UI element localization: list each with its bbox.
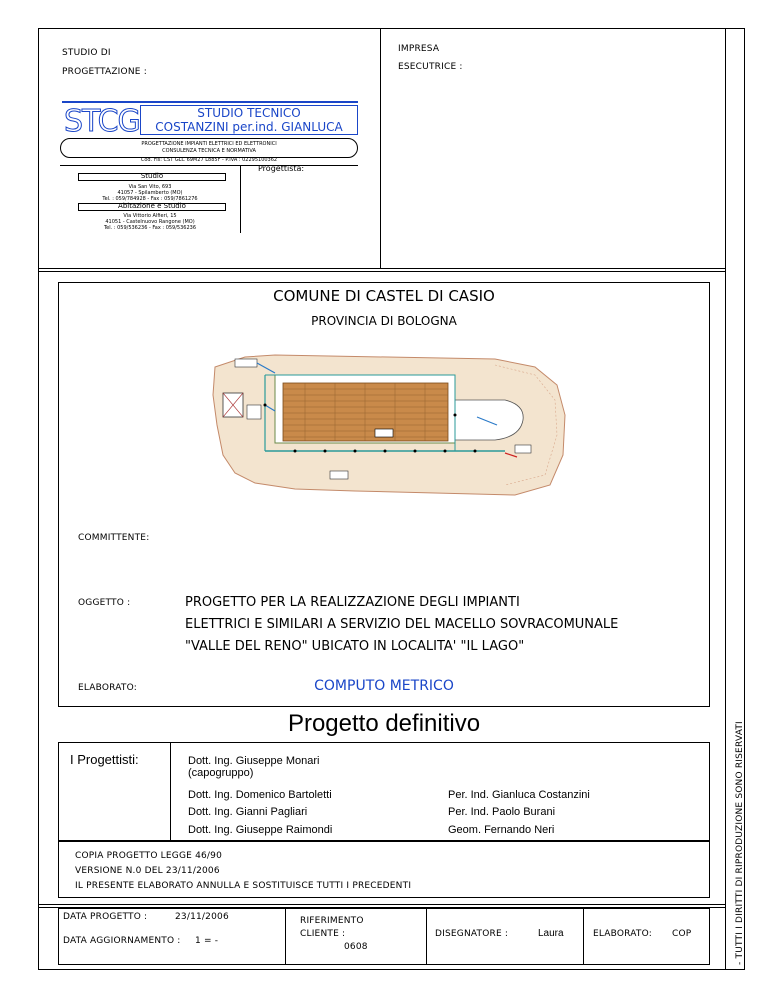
footer-rule-1 (38, 904, 726, 905)
site-plan-drawing (205, 345, 570, 505)
studio-services-2: CONSULENZA TECNICA E NORMATIVA (162, 148, 256, 154)
oggetto-line-3: "VALLE DEL RENO" UBICATO IN LOCALITA' "IL LAGO" (185, 639, 525, 654)
provincia-subtitle: PROVINCIA DI BOLOGNA (311, 314, 457, 328)
studio-info-rule (60, 165, 358, 166)
studio-label-2: PROGETTAZIONE : (62, 67, 147, 77)
office-address-2: 41057 - Spilamberto (MO) (117, 190, 183, 196)
riferimento-value: 0608 (344, 942, 368, 952)
designers-divider (170, 742, 171, 841)
designer-raimondi: Dott. Ing. Giuseppe Raimondi (188, 824, 333, 836)
disegnatore-value: Laura (538, 928, 564, 939)
progettista-label: Progettista: (258, 164, 305, 173)
side-rights-text: - TUTTI I DIRITTI DI RIPRODUZIONE SONO RISERVATI (735, 721, 745, 965)
office-address-1: Via San Vito, 693 (128, 184, 172, 190)
data-progetto-label: DATA PROGETTO : (63, 912, 148, 922)
oggetto-line-1: PROGETTO PER LA REALIZZAZIONE DEGLI IMPIANTI (185, 595, 520, 610)
elaborato-value: COMPUTO METRICO (314, 678, 454, 694)
disegnatore-label: DISEGNATORE : (435, 929, 509, 939)
footer-divider-2 (426, 908, 427, 965)
data-aggiornamento-value: 1 = - (195, 936, 219, 946)
designer-burani: Per. Ind. Paolo Burani (448, 806, 556, 818)
oggetto-label: OGGETTO : (78, 598, 131, 608)
data-progetto-value: 23/11/2006 (175, 912, 229, 922)
header-vertical-divider (380, 28, 381, 268)
designer-costanzini: Per. Ind. Gianluca Costanzini (448, 789, 590, 801)
designer-monari: Dott. Ing. Giuseppe Monari (188, 755, 320, 767)
home-label: Abitazione e Studio (118, 202, 186, 210)
footer-divider-3 (583, 908, 584, 965)
elaborato-label: ELABORATO: (78, 683, 137, 693)
studio-label-1: STUDIO DI (62, 48, 111, 58)
comune-title: COMUNE DI CASTEL DI CASIO (273, 287, 495, 305)
studio-fiscal-code: Cod. Fis: CST GLC 69M27 L885F - P.IVA : 02295100362 (140, 157, 278, 163)
designers-label: I Progettisti: (70, 752, 139, 767)
oggetto-line-2: ELETTRICI E SIMILARI A SERVIZIO DEL MACELLO SOVRACOMUNALE (185, 617, 619, 632)
header-rule-2 (38, 271, 726, 272)
footer-elaborato-value: COP (672, 929, 692, 939)
studio-name-2: COSTANZINI per.ind. GIANLUCA (155, 120, 343, 134)
side-strip-divider (725, 28, 726, 970)
notes-line-3: IL PRESENTE ELABORATO ANNULLA E SOSTITUISCE TUTTI I PRECEDENTI (75, 881, 412, 891)
phase-title: Progetto definitivo (287, 710, 481, 737)
impresa-label-2: ESECUTRICE : (398, 62, 463, 72)
notes-line-1: COPIA PROGETTO LEGGE 46/90 (75, 851, 223, 861)
studio-logo (62, 101, 358, 137)
footer-elaborato-label: ELABORATO: (593, 929, 652, 939)
committente-label: COMMITTENTE: (78, 533, 150, 543)
riferimento-label-2: CLIENTE : (300, 929, 346, 939)
header-rule-1 (38, 268, 726, 269)
studio-services-1: PROGETTAZIONE IMPIANTI ELETTRICI ED ELETTRONICI (141, 141, 277, 147)
home-address-2: 41051 - Castelnuovo Rangone (MO) (105, 219, 195, 225)
designer-bartoletti: Dott. Ing. Domenico Bartoletti (188, 789, 332, 801)
designer-pagliari: Dott. Ing. Gianni Pagliari (188, 806, 308, 818)
home-address-1: Via Vittorio Alfieri, 15 (123, 213, 177, 219)
home-phone: Tel. : 059/536236 - Fax : 059/536236 (103, 225, 197, 231)
footer-divider-1 (285, 908, 286, 965)
studio-name-1: STUDIO TECNICO (197, 106, 301, 120)
riferimento-label-1: RIFERIMENTO (300, 916, 364, 926)
designers-panel (58, 742, 710, 841)
logo-letters: STCG (64, 104, 140, 139)
office-label: Studio (140, 172, 164, 180)
office-phone: Tel. : 059/784928 - Fax : 059/7861276 (102, 196, 198, 202)
notes-line-2: VERSIONE N.0 DEL 23/11/2006 (75, 866, 220, 876)
progettista-divider (240, 165, 241, 233)
designer-neri: Geom. Fernando Neri (448, 824, 555, 836)
data-aggiornamento-label: DATA AGGIORNAMENTO : (63, 936, 181, 946)
designer-monari-role: (capogruppo) (188, 767, 254, 779)
impresa-label-1: IMPRESA (398, 44, 440, 54)
